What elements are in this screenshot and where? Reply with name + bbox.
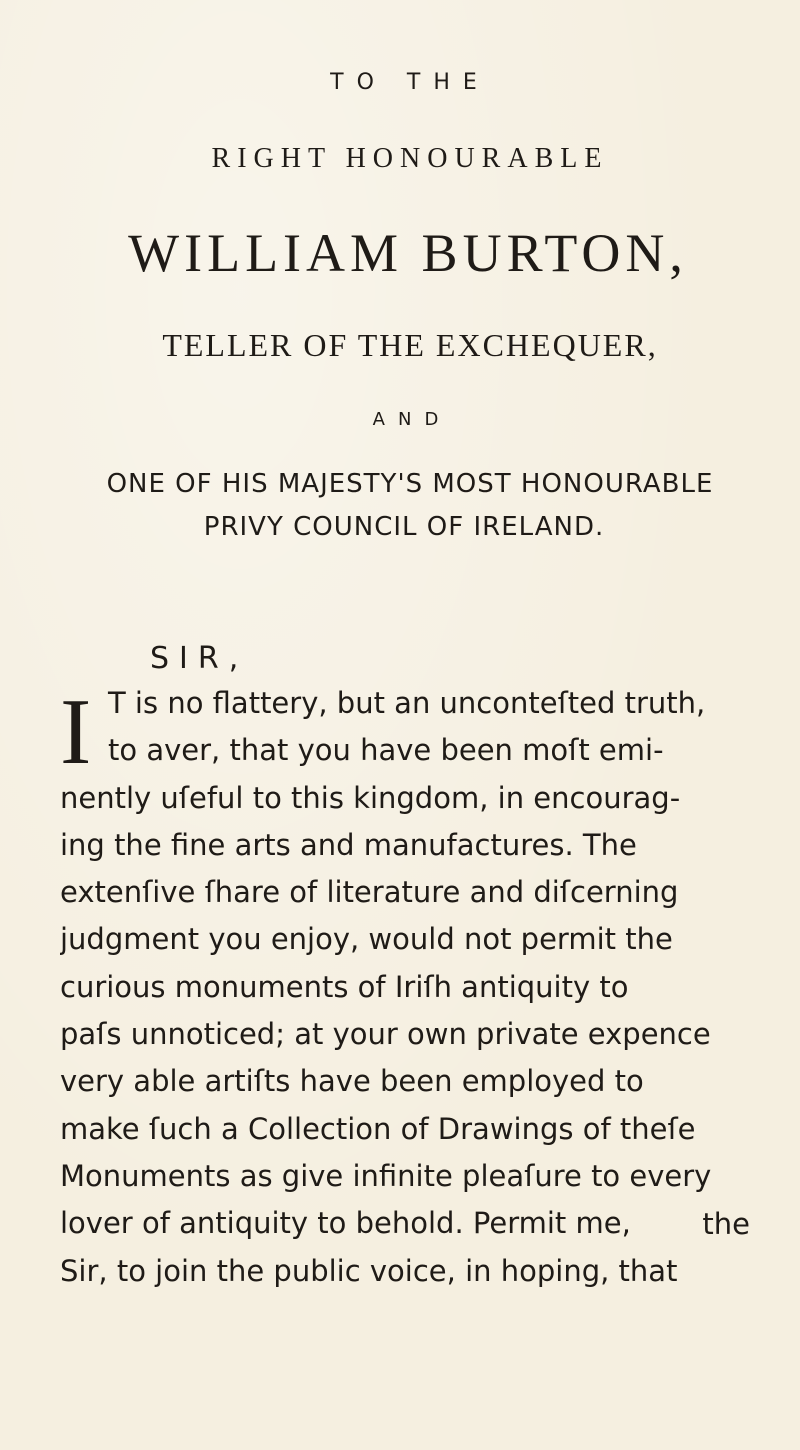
body-line: curious monuments of Iriſh antiquity to	[60, 969, 629, 1004]
dedicatee-name: WILLIAM BURTON,	[128, 223, 688, 283]
body-line: T is no flattery, but an unconteſted truth,	[108, 686, 706, 720]
council-title-line-2: PRIVY COUNCIL OF IRELAND.	[203, 512, 605, 542]
dedication-to-the: TO THE	[330, 70, 490, 95]
body-line: Sir, to join the public voice, in hoping, that	[60, 1253, 678, 1288]
dedicatee-office: TELLER OF THE EXCHEQUER,	[162, 327, 658, 363]
body-line: judgment you enjoy, would not permit the	[60, 922, 673, 957]
dedication-right-honourable: RIGHT HONOURABLE	[211, 143, 609, 174]
letter-salutation: SIR,	[150, 641, 249, 676]
body-line: nently uſeful to this kingdom, in encourag-	[60, 780, 681, 815]
body-line: lover of antiquity to behold. Permit me,	[60, 1206, 631, 1241]
body-line: ing the fine arts and manufactures. The	[60, 827, 637, 862]
body-line: very able artiſts have been employed to	[60, 1064, 644, 1099]
body-line: paſs unnoticed; at your own private expence	[60, 1017, 711, 1052]
body-line: to aver, that you have been moſt emi-	[108, 733, 664, 768]
body-line: extenſive ſhare of literature and diſcerning	[60, 875, 679, 910]
drop-cap-letter: I	[60, 680, 92, 784]
dedication-and: AND	[372, 409, 452, 430]
catchword: the	[702, 1207, 750, 1241]
body-line: make ſuch a Collection of Drawings of theſe	[60, 1111, 696, 1146]
council-title-line-1: ONE OF HIS MAJESTY'S MOST HONOURABLE	[106, 469, 714, 499]
body-line: Monuments as give infinite pleaſure to every	[60, 1158, 712, 1193]
